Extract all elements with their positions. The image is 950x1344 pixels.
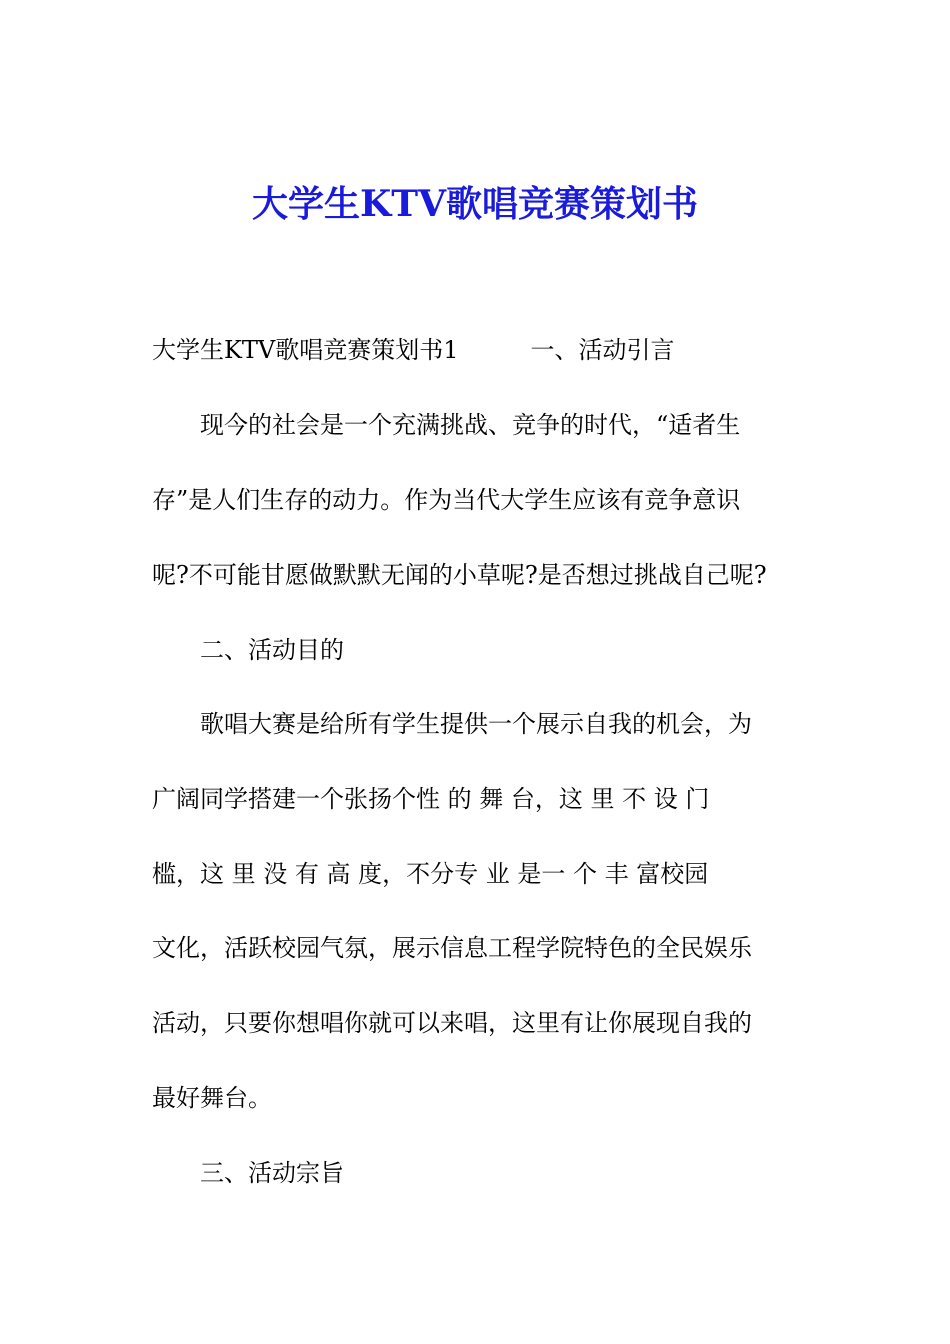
body-line-8: 槛，这 里 没 有 高 度，不分专 业 是一 个 丰 富校园 (152, 860, 709, 888)
section-heading-purpose: 二、活动目的 (200, 636, 344, 664)
body-line-1: 大学生KTV歌唱竞赛策划书1 一、活动引言 (152, 336, 675, 364)
body-line-4: 呢?不可能甘愿做默默无闻的小草呢?是否想过挑战自己呢? (152, 561, 767, 589)
body-line-9: 文化，活跃校园气氛，展示信息工程学院特色的全民娱乐 (152, 934, 752, 962)
section-heading-mission: 三、活动宗旨 (200, 1159, 344, 1187)
body-line-6: 歌唱大赛是给所有学生提供一个展示自我的机会，为 (200, 710, 752, 738)
body-line-10: 活动，只要你想唱你就可以来唱，这里有让你展现自我的 (152, 1009, 752, 1037)
body-line-11: 最好舞台。 (152, 1084, 272, 1112)
body-line-7: 广阔同学搭建一个张扬个性 的 舞 台，这 里 不 设 门 (152, 785, 710, 813)
body-line-2: 现今的社会是一个充满挑战、竞争的时代，“适者生 (200, 411, 741, 439)
body-line-3: 存”是人们生存的动力。作为当代大学生应该有竞争意识 (152, 486, 741, 514)
document-title: 大学生KTV歌唱竞赛策划书 (251, 183, 698, 225)
